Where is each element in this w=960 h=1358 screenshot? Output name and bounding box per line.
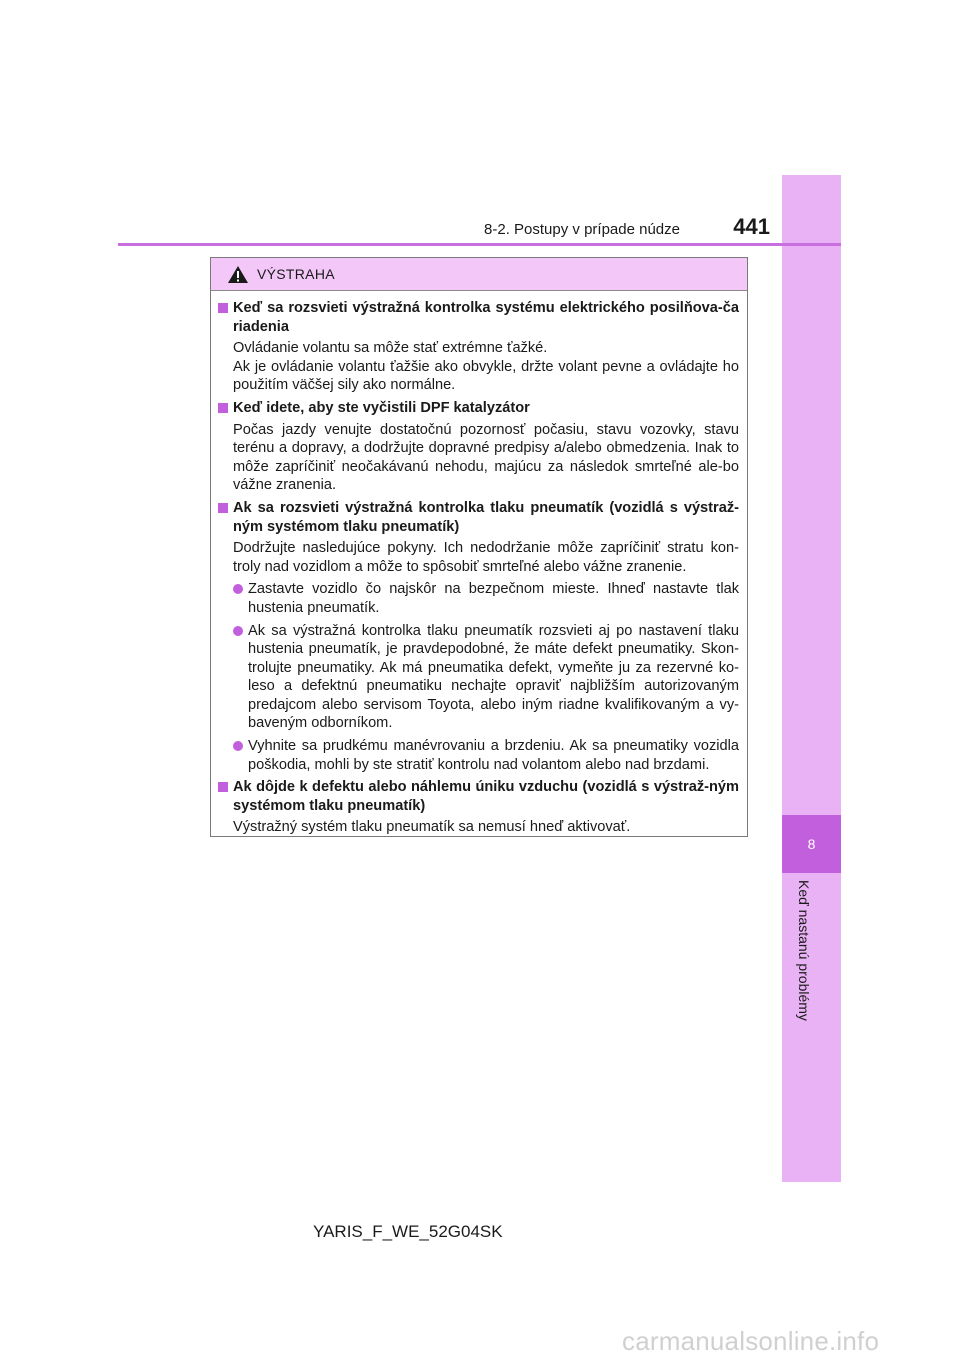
warning-header xyxy=(211,258,747,291)
warning-title: VÝSTRAHA xyxy=(257,266,335,282)
warning-paragraph: Dodržujte nasledujúce pokyny. Ich nedodržanie môže zapríčiniť stratu kon-troly nad vozidlom a môže to spôsobiť smrteľné alebo vážne zranenie. xyxy=(233,540,739,575)
warning-body xyxy=(211,291,747,837)
warning-paragraph: Výstražný systém tlaku pneumatík sa nemusí hneď aktivovať. xyxy=(233,819,631,836)
page-number: 441 xyxy=(733,214,770,239)
chapter-side-tab xyxy=(782,175,841,1182)
list-item: Vyhnite sa prudkému manévrovaniu a brzdeniu. Ak sa pneumatiky vozidla poškodia, mohli by ste stratiť kontrolu nad volantom alebo nad brzdami. xyxy=(218,737,739,774)
warning-item-title: Ak sa rozsvieti výstražná kontrolka tlaku pneumatík (vozidlá s výstraž-ným systémom tlaku pneumatík) xyxy=(218,499,739,536)
warning-item-title: Ak dôjde k defektu alebo náhlemu úniku vzduchu (vozidlá s výstraž-ným systémom tlaku pneumatík) xyxy=(218,778,739,815)
warning-paragraph: Počas jazdy venujte dostatočnú pozornosť počasiu, stavu vozovky, stavu terénu a dopravy, a dodržujte dopravné predpisy a/alebo obmedzenia. Inak to môže zapríčiniť neočakávanú nehodu, majúcu za následok smrteľné ale-bo vážne zranenia. xyxy=(233,421,739,494)
list-item: Ak sa výstražná kontrolka tlaku pneumatík rozsvieti aj po nastavení tlaku hustenia pneumatík, je pravdepodobné, že máte defekt pneumatiky. Skon-trolujte pneumatiky. Ak má pneumatika defekt, vymeňte ju za rezervné ko-leso a defektnú pneumatiku nechajte opraviť najbližším autorizovaným predajcom alebo servisom Toyota, alebo iným riadne kvalifikovaným a vy-baveným odborníkom. xyxy=(218,622,739,734)
square-bullet-icon xyxy=(218,782,228,792)
document-code: YARIS_F_WE_52G04SK xyxy=(313,1222,503,1241)
chapter-number-tab xyxy=(782,815,841,873)
round-bullet-icon xyxy=(233,584,243,594)
warning-box xyxy=(210,257,748,837)
chapter-number: 8 xyxy=(807,836,816,852)
square-bullet-icon xyxy=(218,303,228,313)
list-item: Zastavte vozidlo čo najskôr na bezpečnom mieste. Ihneď nastavte tlak hustenia pneumatík. xyxy=(218,580,739,617)
header-divider xyxy=(118,243,841,246)
round-bullet-icon xyxy=(233,741,243,751)
square-bullet-icon xyxy=(218,403,228,413)
warning-paragraph: Ovládanie volantu sa môže stať extrémne ťažké. xyxy=(233,340,548,357)
square-bullet-icon xyxy=(218,503,228,513)
chapter-title: Keď nastanú problémy xyxy=(796,880,812,1021)
warning-paragraph: Ak je ovládanie volantu ťažšie ako obvykle, držte volant pevne a ovládajte ho použitím väčšej sily ako normálne. xyxy=(233,358,739,394)
warning-item-title: Keď idete, aby ste vyčistili DPF katalyzátor xyxy=(218,399,739,418)
warning-triangle-icon xyxy=(227,265,249,284)
watermark: carmanualsonline.info xyxy=(622,1326,880,1356)
round-bullet-icon xyxy=(233,626,243,636)
warning-item-title: Keď sa rozsvieti výstražná kontrolka systému elektrického posilňova-ča riadenia xyxy=(218,299,739,336)
section-title: 8-2. Postupy v prípade núdze xyxy=(484,221,680,238)
